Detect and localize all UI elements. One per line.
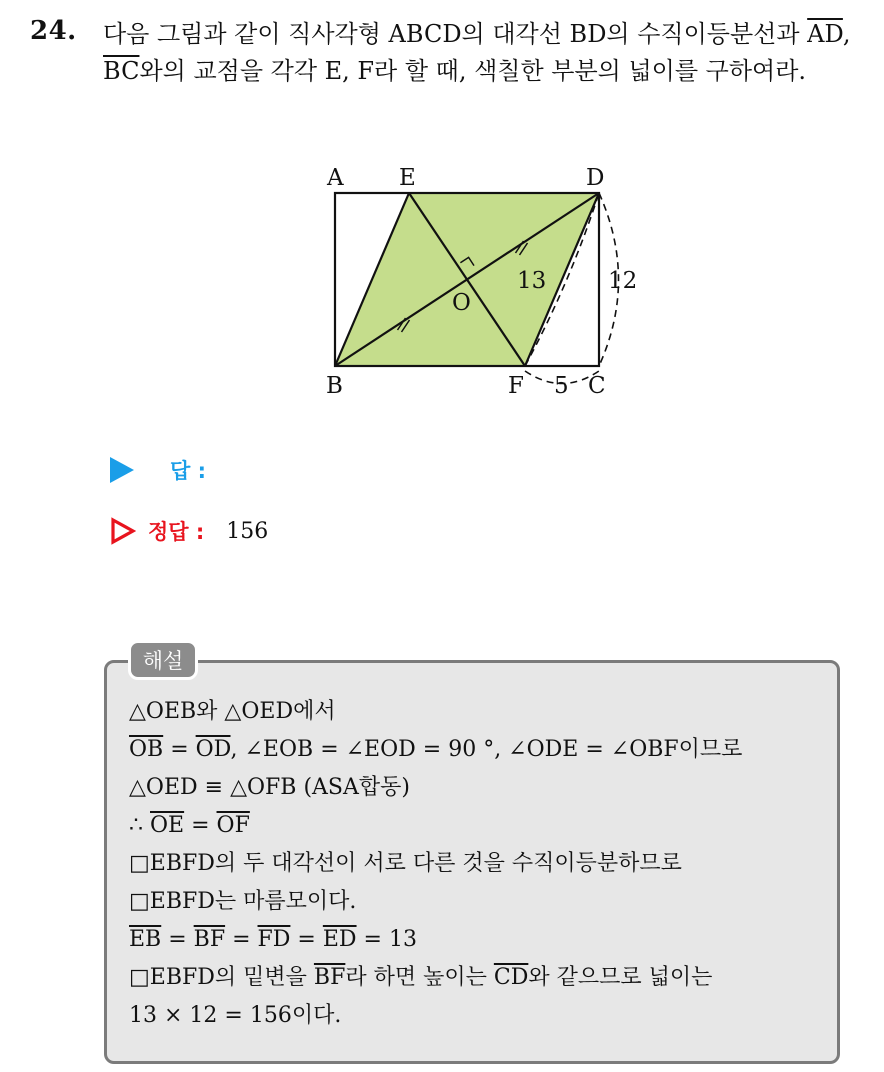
solution-line (129, 883, 742, 921)
question-text (103, 16, 873, 90)
solution-text: = (290, 927, 323, 952)
solution-line (129, 845, 742, 883)
correct-answer-row (110, 513, 268, 549)
solution-line (129, 807, 742, 845)
play-filled-icon (110, 457, 134, 483)
vertex-label-e: E (399, 165, 416, 191)
segment-bc: $\overline{BC}$ (103, 57, 140, 85)
solution-segment-symbol: $\overline{EB}$ (129, 927, 162, 952)
solution-lines (129, 693, 742, 1035)
solution-line (129, 997, 742, 1035)
solution-segment-symbol: $\overline{FD}$ (257, 927, 291, 952)
solution-tab: 해설 (128, 640, 198, 680)
solution-segment-symbol: $\overline{OB}$ (129, 737, 164, 762)
length-label-fd: 13 (517, 268, 547, 294)
solution-text: 13 × 12 = 156이다. (129, 1003, 342, 1028)
solution-line (129, 769, 742, 807)
solution-box (104, 660, 840, 1064)
solution-line (129, 959, 742, 997)
solution-text: △OEB와 △OED에서 (129, 699, 336, 724)
solution-segment-symbol: $\overline{OD}$ (195, 737, 231, 762)
solution-text: □EBFD의 밑변을 (129, 965, 314, 990)
solution-text: = (225, 927, 258, 952)
question-number: 24. (30, 16, 77, 46)
play-outline-icon (110, 517, 136, 545)
segment-ad: $\overline{AD}$ (807, 20, 843, 48)
solution-text: = (163, 737, 196, 762)
solution-text: □EBFD는 마름모이다. (129, 889, 357, 914)
solution-text: ∴ (129, 813, 150, 838)
answer-row (110, 452, 206, 488)
solution-line (129, 693, 742, 731)
solution-segment-symbol: $\overline{OF}$ (216, 813, 250, 838)
solution-text: = (161, 927, 194, 952)
vertex-label-c: C (588, 373, 606, 399)
solution-segment-symbol: $\overline{BF}$ (313, 965, 346, 990)
correct-answer-value: 156 (226, 518, 269, 544)
solution-line (129, 731, 742, 769)
answer-label: 답 : (170, 459, 206, 483)
solution-segment-symbol: $\overline{CD}$ (493, 965, 529, 990)
rectangle-figure (320, 158, 650, 408)
vertex-label-a: A (327, 165, 344, 191)
solution-text: □EBFD의 두 대각선이 서로 다른 것을 수직이등분하므로 (129, 851, 682, 876)
solution-text: △OED ≡ △OFB (ASA합동) (129, 775, 410, 800)
vertex-label-d: D (586, 165, 605, 191)
solution-line (129, 921, 742, 959)
length-label-fc: 5 (554, 373, 569, 399)
length-label-cd: 12 (608, 268, 638, 294)
vertex-label-f: F (508, 373, 524, 399)
question-text-part: 다음 그림과 같이 직사각형 ABCD의 대각선 BD의 수직이등분선과 (103, 20, 808, 48)
solution-text: = (184, 813, 217, 838)
question-text-part: 와의 교점을 각각 E, F라 할 때, 색칠한 부분의 넓이를 구하여라. (139, 57, 807, 85)
vertex-label-b: B (326, 373, 343, 399)
solution-text: 와 같으므로 넓이는 (528, 965, 713, 990)
solution-segment-symbol: $\overline{BF}$ (193, 927, 226, 952)
correct-answer-label: 정답 : (148, 520, 205, 544)
solution-segment-symbol: $\overline{ED}$ (322, 927, 357, 952)
question-text-part: , (842, 20, 851, 48)
solution-text: 라 하면 높이는 (345, 965, 494, 990)
center-label-o: O (452, 290, 471, 316)
solution-segment-symbol: $\overline{OE}$ (150, 813, 185, 838)
solution-text: , ∠EOB = ∠EOD = 90 °, ∠ODE = ∠OBF이므로 (230, 737, 743, 762)
solution-text: = 13 (356, 927, 417, 952)
